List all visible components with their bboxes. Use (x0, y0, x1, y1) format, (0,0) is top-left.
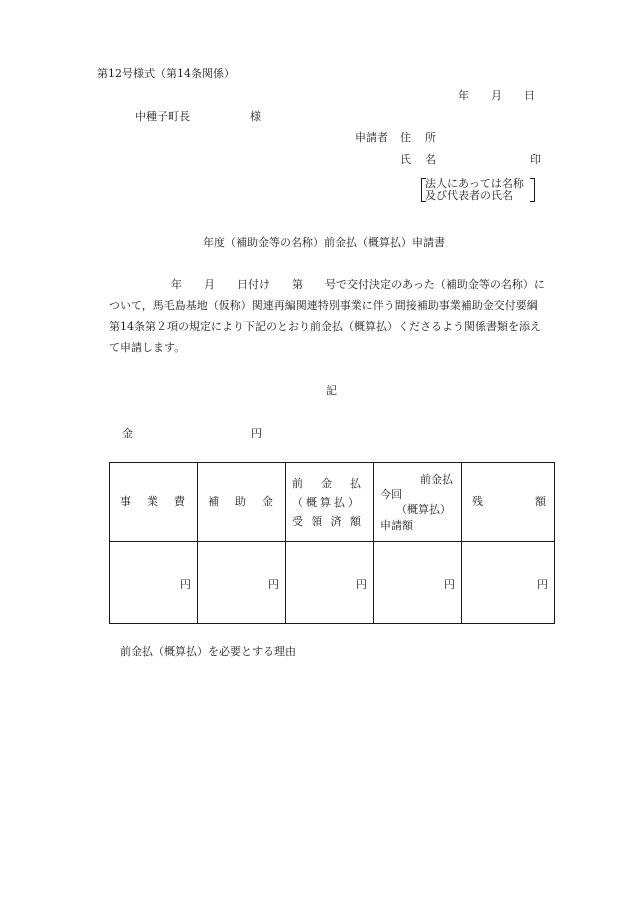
applicant-label: 申請者 (355, 131, 388, 144)
amount-unit: 円 (251, 427, 262, 440)
header-project-cost: 事 業 費 (110, 463, 198, 542)
value-balance: 円 (462, 542, 555, 624)
amounts-table (109, 462, 555, 624)
name-label: 氏 名 (400, 153, 436, 166)
ki-heading: 記 (326, 384, 337, 397)
body-line-2: ついて，馬毛島基地（仮称）関連再編関連特別事業に伴う間接補助事業補助金交付要綱 (109, 299, 538, 312)
date-month: 月 (491, 89, 502, 102)
value-subsidy: 円 (198, 542, 286, 624)
value-current-request: 円 (374, 542, 462, 624)
header-received: 前 金 払 （概算払） 受 領 済 額 (286, 463, 374, 542)
date-day: 日 (524, 89, 535, 102)
body-line-4: て申請します。 (109, 341, 186, 354)
addressee-name: 中種子町長 (135, 110, 190, 123)
header-current-request: 前金払 今回 （概算払） 申請額 (374, 463, 462, 542)
body-line-3: 第14条第２項の規定により下記のとおり前金払（概算払）くださるよう関係書類を添え (109, 320, 541, 333)
body-line-1: 年 月 日付け 第 号で交付決定のあった（補助金等の名称）に (171, 278, 545, 291)
date-year: 年 (458, 89, 469, 102)
page-title: 年度（補助金等の名称）前金払（概算払）申請書 (203, 236, 445, 249)
header-subsidy: 補 助 金 (198, 463, 286, 542)
amount-label: 金 (122, 427, 133, 440)
body-text (109, 274, 567, 358)
note-bracket-right (530, 178, 535, 202)
header-balance: 残 額 (462, 463, 555, 542)
value-project-cost: 円 (110, 542, 198, 624)
addressee-honorific: 様 (250, 110, 261, 123)
reason-label: 前金払（概算払）を必要とする理由 (120, 645, 296, 658)
date-line (458, 89, 535, 102)
seal-mark: 印 (530, 153, 541, 166)
table-value-row (110, 542, 555, 624)
table-header-row (110, 463, 555, 542)
address-label: 住 所 (400, 131, 436, 144)
value-received: 円 (286, 542, 374, 624)
applicant-note: 法人にあっては名称 及び代表者の氏名 (425, 177, 524, 202)
form-number: 第12号様式（第14条関係） (97, 67, 235, 80)
